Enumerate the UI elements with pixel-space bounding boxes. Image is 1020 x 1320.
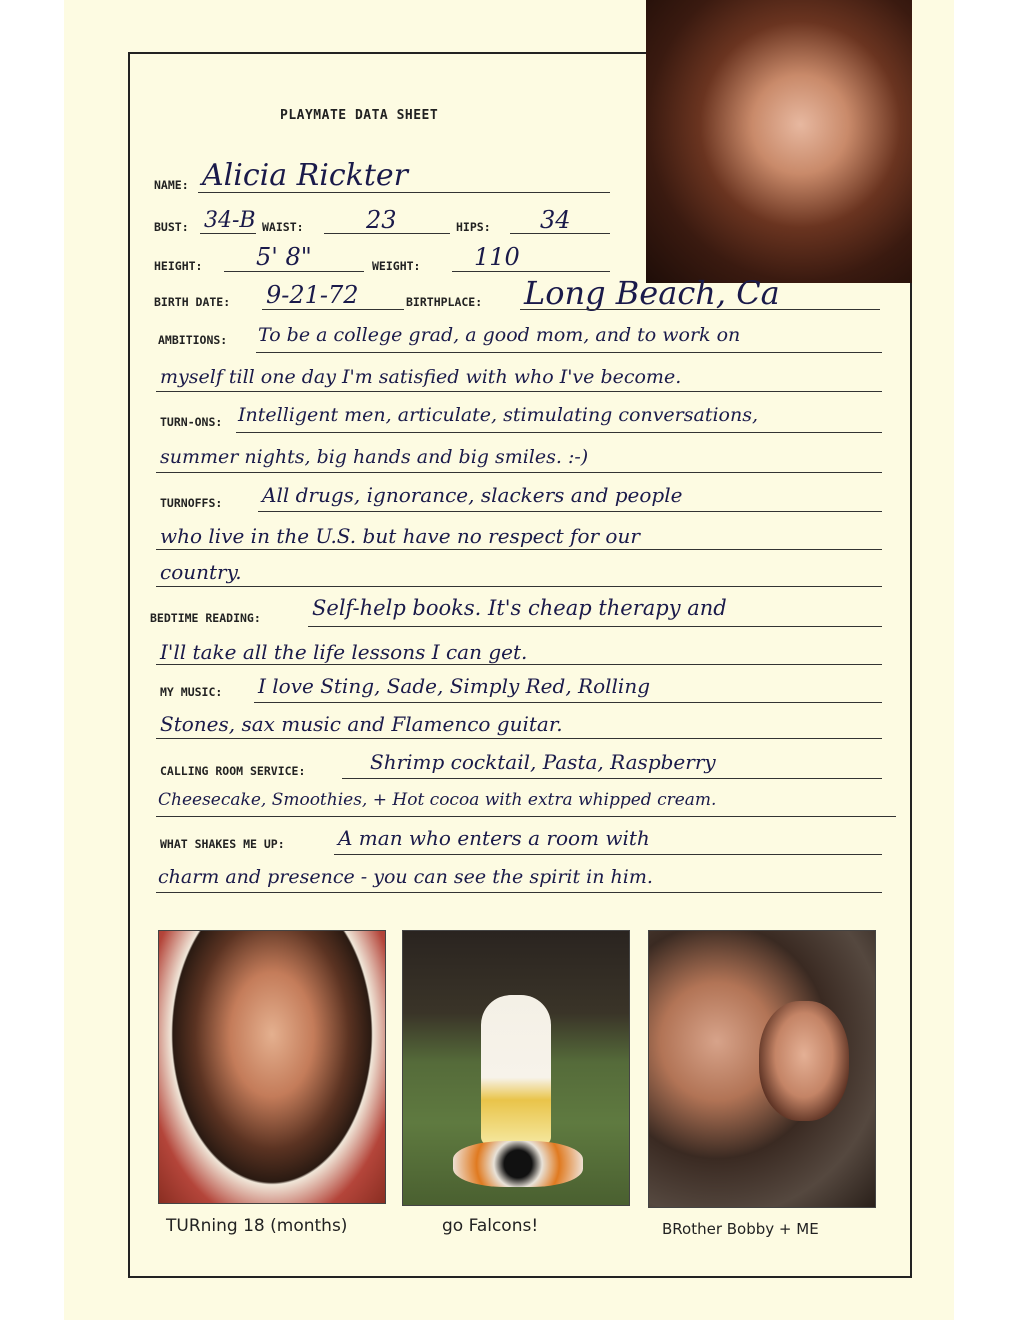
- shakes-me-up-rule-1: [334, 854, 882, 855]
- turnoffs-line-1: All drugs, ignorance, slackers and people: [262, 483, 683, 507]
- turnoffs-line-2: who live in the U.S. but have no respect for our: [160, 524, 640, 548]
- room-service-line-1: Shrimp cocktail, Pasta, Raspberry: [370, 750, 716, 774]
- bedtime-reading-rule-1: [308, 626, 882, 627]
- birthplace-value: Long Beach, Ca: [524, 274, 780, 312]
- birth-date-value: 9-21-72: [266, 281, 359, 309]
- shakes-me-up-line-2: charm and presence - you can see the spirit in him.: [158, 866, 653, 888]
- height-value: 5' 8": [256, 243, 312, 271]
- waist-value: 23: [366, 206, 397, 234]
- turnoffs-rule-3: [156, 586, 882, 587]
- name-line: [198, 192, 610, 193]
- room-service-label: CALLING ROOM SERVICE:: [160, 764, 306, 778]
- my-music-line-2: Stones, sax music and Flamenco guitar.: [160, 712, 563, 736]
- weight-label: WEIGHT:: [372, 259, 421, 273]
- my-music-rule-2: [156, 738, 882, 739]
- shakes-me-up-rule-2: [156, 892, 882, 893]
- height-line: [224, 271, 364, 272]
- hips-value: 34: [540, 206, 571, 234]
- name-value: Alicia Rickter: [202, 158, 408, 193]
- my-music-line-1: I love Sting, Sade, Simply Red, Rolling: [258, 674, 651, 698]
- shakes-me-up-label: WHAT SHAKES ME UP:: [160, 837, 285, 851]
- baby-photo: [158, 930, 386, 1204]
- turnoffs-rule-2: [156, 549, 882, 550]
- hips-line: [510, 233, 610, 234]
- my-music-rule-1: [254, 702, 882, 703]
- waist-line: [324, 233, 450, 234]
- weight-value: 110: [474, 243, 520, 271]
- hips-label: HIPS:: [456, 220, 491, 234]
- name-label: NAME:: [154, 178, 189, 192]
- second-face: [759, 1001, 849, 1121]
- birthplace-label: BIRTHPLACE:: [406, 295, 483, 309]
- caption-girl: go Falcons!: [442, 1216, 539, 1236]
- room-service-rule-2: [156, 816, 896, 817]
- shakes-me-up-line-1: A man who enters a room with: [338, 826, 650, 850]
- birth-date-label: BIRTH DATE:: [154, 295, 231, 309]
- cheerleader-photo: [402, 930, 630, 1206]
- turnoffs-rule-1: [258, 511, 882, 512]
- ambitions-line-1: To be a college grad, a good mom, and to work on: [258, 324, 741, 346]
- bust-label: BUST:: [154, 220, 189, 234]
- bust-value: 34-B: [204, 208, 256, 233]
- ambitions-rule-1: [256, 352, 882, 353]
- turn-ons-rule-1: [236, 432, 882, 433]
- bedtime-reading-line-2: I'll take all the life lessons I can get.: [160, 640, 528, 664]
- weight-line: [452, 271, 610, 272]
- turn-ons-line-1: Intelligent men, articulate, stimulating conversations,: [238, 404, 759, 426]
- pom-poms: [453, 1141, 583, 1187]
- room-service-line-2: Cheesecake, Smoothies, + Hot cocoa with extra whipped cream.: [158, 790, 717, 810]
- height-label: HEIGHT:: [154, 259, 203, 273]
- turn-ons-label: TURN-ONS:: [160, 415, 223, 429]
- birth-date-line: [262, 309, 404, 310]
- ambitions-label: AMBITIONS:: [158, 333, 228, 347]
- bedtime-reading-line-1: Self-help books. It's cheap therapy and: [312, 596, 727, 620]
- caption-baby: TURning 18 (months): [166, 1216, 348, 1236]
- turn-ons-line-2: summer nights, big hands and big smiles. :-): [160, 446, 589, 468]
- my-music-label: MY MUSIC:: [160, 685, 223, 699]
- caption-brother: BRother Bobby + ME: [662, 1220, 819, 1238]
- turn-ons-rule-2: [156, 472, 882, 473]
- ambitions-line-2: myself till one day I'm satisfied with who I've become.: [160, 366, 682, 388]
- page-title: PLAYMATE DATA SHEET: [280, 108, 439, 123]
- bedtime-reading-rule-2: [156, 664, 882, 665]
- waist-label: WAIST:: [262, 220, 304, 234]
- brother-photo: [648, 930, 876, 1208]
- portrait-photo: [646, 0, 912, 283]
- bedtime-reading-label: BEDTIME READING:: [150, 611, 261, 625]
- cheerleader-dress: [481, 995, 551, 1145]
- room-service-rule-1: [342, 778, 882, 779]
- bust-line: [200, 233, 256, 234]
- turnoffs-label: TURNOFFS:: [160, 496, 223, 510]
- turnoffs-line-3: country.: [160, 560, 242, 584]
- ambitions-rule-2: [156, 391, 882, 392]
- birthplace-line: [520, 309, 880, 310]
